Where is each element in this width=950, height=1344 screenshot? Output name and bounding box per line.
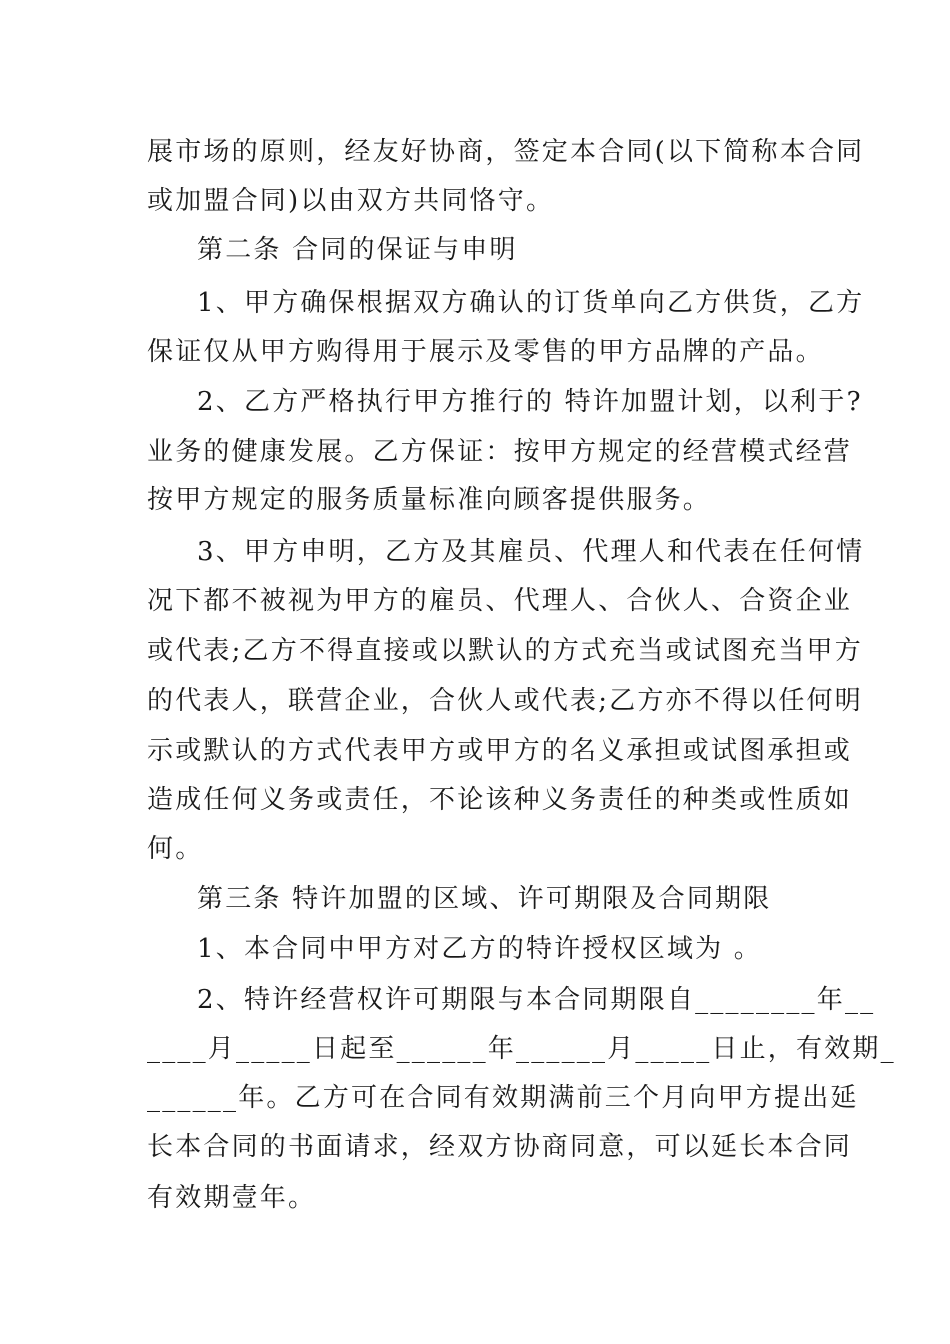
body-text-line: 何。 bbox=[147, 834, 204, 864]
body-text-line: 示或默认的方式代表甲方或甲方的名义承担或试图承担或 bbox=[147, 736, 853, 766]
body-text-line: 造成任何义务或责任，不论该种义务责任的种类或性质如 bbox=[147, 785, 853, 815]
body-text-line: ______年。乙方可在合同有效期满前三个月向甲方提出延 bbox=[147, 1083, 859, 1113]
body-text-line: 有效期壹年。 bbox=[147, 1183, 317, 1213]
body-text-line: 按甲方规定的服务质量标准向顾客提供服务。 bbox=[147, 485, 712, 515]
body-text-line: 1、本合同中甲方对乙方的特许授权区域为 。 bbox=[197, 934, 763, 964]
body-text-line: 长本合同的书面请求，经双方协商同意，可以延长本合同 bbox=[147, 1132, 853, 1162]
body-text-line: 2、特许经营权许可期限与本合同期限自________年__ bbox=[197, 985, 876, 1015]
body-text-line: 3、甲方申明，乙方及其雇员、代理人和代表在任何情 bbox=[197, 537, 865, 567]
body-text-line: ____月_____日起至______年______月_____日止，有效期_ bbox=[147, 1034, 896, 1064]
body-text-line: 2、乙方严格执行甲方推行的 特许加盟计划，以利于? bbox=[197, 387, 863, 417]
body-text-line: 1、甲方确保根据双方确认的订货单向乙方供货，乙方 bbox=[197, 288, 865, 318]
body-text-line: 或代表;乙方不得直接或以默认的方式充当或试图充当甲方 bbox=[147, 636, 863, 666]
body-text-line: 展市场的原则，经友好协商，签定本合同(以下简称本合同 bbox=[147, 137, 865, 167]
body-text-line: 的代表人，联营企业，合伙人或代表;乙方亦不得以任何明 bbox=[147, 686, 863, 716]
section-heading-article-2: 第二条 合同的保证与申明 bbox=[197, 235, 518, 265]
body-text-line: 况下都不被视为甲方的雇员、代理人、合伙人、合资企业 bbox=[147, 586, 853, 616]
body-text-line: 或加盟合同)以由双方共同恪守。 bbox=[147, 186, 555, 216]
section-heading-article-3: 第三条 特许加盟的区域、许可期限及合同期限 bbox=[197, 884, 772, 914]
body-text-line: 保证仅从甲方购得用于展示及零售的甲方品牌的产品。 bbox=[147, 337, 824, 367]
body-text-line: 业务的健康发展。乙方保证：按甲方规定的经营模式经营 bbox=[147, 437, 853, 467]
